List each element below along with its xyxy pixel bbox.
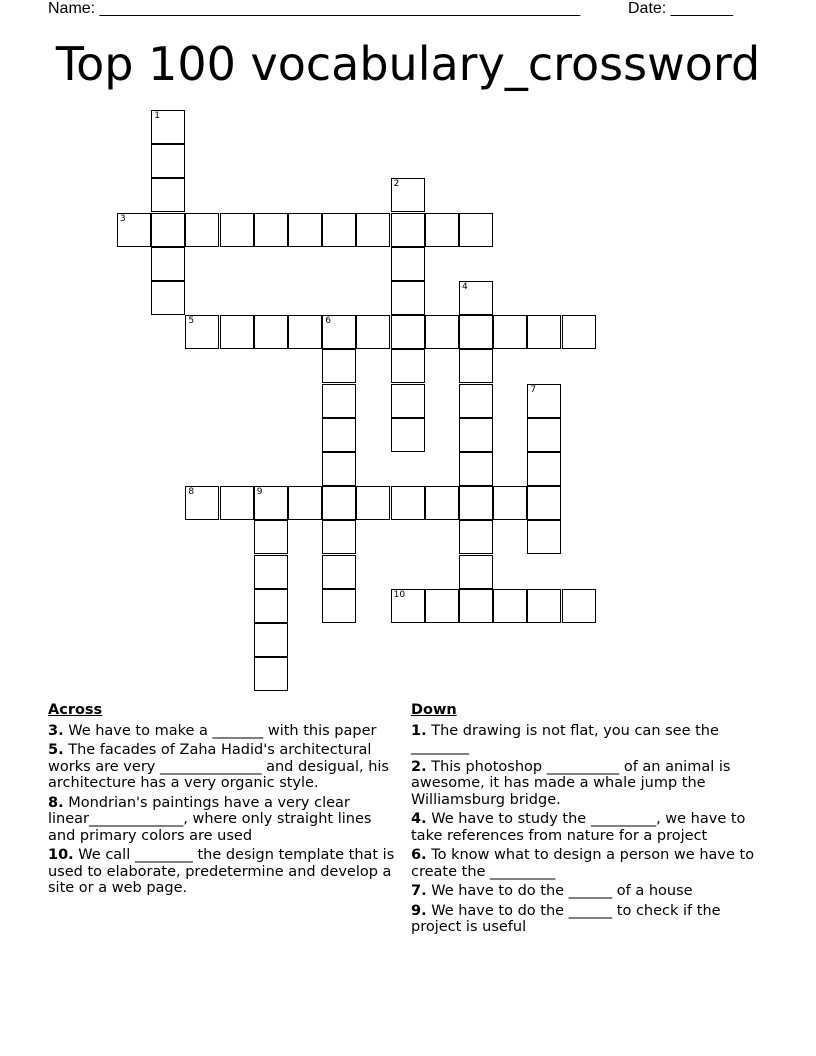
grid-cell[interactable] — [356, 315, 390, 349]
grid-cell[interactable] — [185, 486, 219, 520]
grid-cell[interactable] — [220, 315, 254, 349]
grid-cell[interactable] — [459, 384, 493, 418]
cell-number: 6 — [325, 316, 331, 327]
grid-cell[interactable] — [254, 213, 288, 247]
cell-number: 2 — [393, 179, 400, 190]
clue-across-10: 10. We call ________ the design template that is used to elaborate, predetermine and develop a site or a web page. — [48, 847, 395, 896]
grid-cell[interactable] — [459, 486, 493, 520]
grid-cell[interactable] — [459, 213, 493, 247]
across-heading: Across — [48, 702, 103, 718]
down-heading: Down — [411, 702, 457, 718]
grid-cell[interactable] — [425, 213, 459, 247]
down-clues — [411, 702, 756, 939]
grid-cell[interactable] — [527, 452, 561, 486]
grid-cell[interactable] — [356, 486, 390, 520]
grid-cell[interactable] — [562, 589, 596, 623]
clue-down-1: 1. The drawing is not flat, you can see the ________ — [411, 722, 719, 755]
grid-cell[interactable] — [527, 384, 561, 418]
grid-cell[interactable] — [527, 520, 561, 554]
grid-cell[interactable] — [391, 589, 425, 623]
cell-number: 8 — [188, 487, 195, 498]
grid-cell[interactable] — [185, 213, 219, 247]
page-title: Top 100 vocabulary_crossword — [55, 37, 761, 91]
grid-cell[interactable] — [322, 384, 356, 418]
grid-cell[interactable] — [185, 315, 219, 349]
grid-cell[interactable] — [220, 213, 254, 247]
grid-cell[interactable] — [493, 486, 527, 520]
grid-cell[interactable] — [151, 144, 185, 178]
grid-cell[interactable] — [459, 315, 493, 349]
grid-cell[interactable] — [391, 418, 425, 452]
clue-across-5: 5. The facades of Zaha Hadid's architectural works are very ______________ and desigual, his architecture has a very organic style. — [48, 742, 389, 791]
grid-cell[interactable] — [425, 589, 459, 623]
clue-down-2: 2. This photoshop __________ of an animal is awesome, it has made a whale jump the Williamsburg bridge. — [411, 758, 731, 808]
grid-cell[interactable] — [391, 486, 425, 520]
clue-across-8: 8. Mondrian's paintings have a very clear linear_____________, where only straight lines and primary colors are used — [48, 794, 372, 844]
grid-cell[interactable] — [459, 418, 493, 452]
cell-number: 5 — [188, 316, 195, 327]
grid-cell[interactable] — [562, 315, 596, 349]
grid-cell[interactable] — [527, 418, 561, 452]
grid-cell[interactable] — [493, 315, 527, 349]
grid-cell[interactable] — [322, 315, 356, 349]
grid-cell[interactable] — [322, 555, 356, 589]
grid-cell[interactable] — [151, 110, 185, 144]
grid-cell[interactable] — [391, 247, 425, 281]
grid-cell[interactable] — [117, 213, 151, 247]
grid-cell[interactable] — [322, 213, 356, 247]
cell-number: 1 — [154, 111, 160, 121]
grid-cell[interactable] — [151, 178, 185, 212]
grid-cell[interactable] — [254, 589, 288, 623]
grid-cell[interactable] — [254, 486, 288, 520]
grid-cell[interactable] — [151, 247, 185, 281]
grid-cell[interactable] — [493, 589, 527, 623]
grid-cell[interactable] — [459, 349, 493, 383]
grid-cell[interactable] — [425, 315, 459, 349]
grid-cell[interactable] — [391, 213, 425, 247]
grid-cell[interactable] — [391, 349, 425, 383]
cell-number: 4 — [462, 282, 468, 292]
cell-number: 10 — [393, 589, 406, 600]
cell-number: 3 — [120, 213, 126, 224]
clue-down-4: 4. We have to study the _________, we have to take references from nature for a project — [411, 811, 746, 844]
grid-cell[interactable] — [425, 486, 459, 520]
grid-cell[interactable] — [254, 555, 288, 589]
grid-cell[interactable] — [254, 315, 288, 349]
grid-cell[interactable] — [322, 486, 356, 520]
grid-cell[interactable] — [288, 486, 322, 520]
grid-cell[interactable] — [391, 281, 425, 315]
grid-cell[interactable] — [459, 589, 493, 623]
grid-cell[interactable] — [220, 486, 254, 520]
grid-cell[interactable] — [254, 623, 288, 657]
grid-cell[interactable] — [288, 315, 322, 349]
grid-cell[interactable] — [254, 657, 288, 691]
grid-cell[interactable] — [459, 281, 493, 315]
grid-cell[interactable] — [391, 384, 425, 418]
grid-cell[interactable] — [459, 520, 493, 554]
date-field-label[interactable]: Date: _______ — [628, 0, 733, 17]
grid-cell[interactable] — [356, 213, 390, 247]
clue-across-3: 3. We have to make a _______ with this paper — [48, 722, 377, 739]
grid-cell[interactable] — [151, 281, 185, 315]
clue-down-9: 9. We have to do the ______ to check if the project is useful — [411, 902, 721, 935]
grid-cell[interactable] — [527, 589, 561, 623]
grid-cell[interactable] — [459, 452, 493, 486]
grid-cell[interactable] — [322, 589, 356, 623]
grid-cell[interactable] — [151, 213, 185, 247]
grid-cell[interactable] — [459, 555, 493, 589]
grid-cell[interactable] — [391, 315, 425, 349]
clue-down-6: 6. To know what to design a person we have to create the _________ — [411, 847, 755, 880]
name-field-label[interactable]: Name: ______________________________________________________ — [48, 0, 581, 17]
across-clues — [48, 702, 396, 900]
grid-cell[interactable] — [288, 213, 322, 247]
grid-cell[interactable] — [527, 315, 561, 349]
grid-cell[interactable] — [322, 520, 356, 554]
cell-number: 9 — [256, 487, 263, 498]
grid-cell[interactable] — [322, 452, 356, 486]
grid-cell[interactable] — [527, 486, 561, 520]
grid-cell[interactable] — [254, 520, 288, 554]
grid-cell[interactable] — [322, 349, 356, 383]
cell-number: 7 — [530, 384, 537, 395]
grid-cell[interactable] — [322, 418, 356, 452]
clue-down-7: 7. We have to do the ______ of a house — [411, 883, 693, 899]
grid-cell[interactable] — [391, 178, 425, 212]
